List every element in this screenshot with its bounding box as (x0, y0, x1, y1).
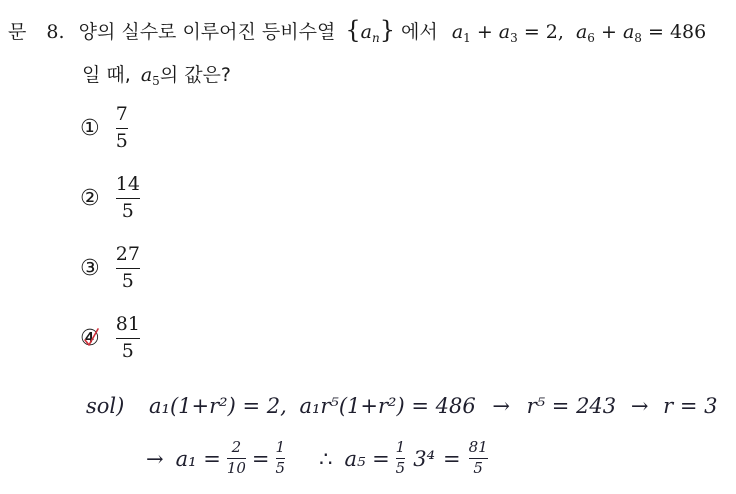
solution-eq-2: a₁r⁵(1+r²) = 486 (299, 394, 476, 418)
choice-marker: ① (80, 115, 100, 141)
denominator: 5 (121, 339, 134, 362)
solution-label: sol) (86, 394, 125, 418)
solution-a5: a₅ = (344, 446, 390, 471)
choice-fraction (116, 174, 140, 223)
choice-4[interactable] (80, 314, 140, 363)
choice-marker: ④ (80, 325, 100, 351)
solution-fraction-4: $\frac{81}{5}$ (468, 438, 488, 478)
solution-a1: a₁ = (175, 446, 221, 471)
question-text-1-after: 에서 (401, 21, 438, 43)
solution-eq-3: r⁵ = 243 (526, 394, 617, 418)
choice-fraction (116, 104, 128, 153)
solution-fraction-3: $\frac{1}{5}$ (395, 438, 406, 478)
arrow-icon: → (146, 446, 164, 471)
therefore-icon: ∴ (319, 446, 333, 471)
solution-power: 3⁴ (413, 446, 435, 471)
denominator: 5 (121, 199, 134, 222)
solution-line-1 (86, 394, 718, 418)
numerator: 14 (115, 173, 140, 195)
solution-fraction-1: $\frac{2}{10}$ (226, 438, 246, 478)
sequence-notation: $\{a_n\}$ (345, 16, 395, 45)
solution-eq-sign: = (251, 446, 270, 471)
arrow-icon: → (492, 394, 510, 418)
fraction-bar (116, 268, 140, 269)
check-mark-icon (80, 326, 102, 350)
target-term: $a_5$ (140, 64, 160, 88)
equation-1: $a_1 + a_3 = 2$, (451, 21, 564, 45)
question-text-1: 양의 실수로 이루어진 등비수열 (78, 21, 336, 43)
question-prefix: 문 (8, 21, 27, 43)
question-text-2-after: 의 값은? (159, 64, 231, 86)
numerator: 27 (115, 243, 140, 265)
choice-marker: ② (80, 185, 100, 211)
choice-2[interactable] (80, 174, 140, 223)
fraction-bar (116, 338, 140, 339)
fraction-bar (116, 128, 128, 129)
denominator: 5 (115, 129, 128, 152)
question-line-2 (82, 60, 231, 88)
numerator: 7 (115, 103, 128, 125)
solution-eq-1: a₁(1+r²) = 2, (149, 394, 287, 418)
equation-2: $a_6 + a_8 = 486$ (575, 21, 707, 45)
solution-eq-sign: = (443, 446, 461, 471)
choice-fraction (116, 314, 140, 363)
question-text-2: 일 때, (82, 64, 131, 86)
numerator: 81 (115, 313, 140, 335)
solution-line-2 (146, 440, 488, 477)
solution-eq-4: r = 3 (663, 394, 718, 418)
choice-marker: ③ (80, 255, 100, 281)
choice-marker-wrap (80, 326, 100, 351)
fraction-bar (116, 198, 140, 199)
choice-fraction (116, 244, 140, 293)
solution-fraction-2: $\frac{1}{5}$ (275, 438, 286, 478)
choice-1[interactable] (80, 104, 128, 153)
choice-3[interactable] (80, 244, 140, 293)
denominator: 5 (121, 269, 134, 292)
arrow-icon: → (630, 394, 649, 418)
question-line-1 (8, 16, 706, 45)
question-number: 8. (46, 21, 65, 43)
